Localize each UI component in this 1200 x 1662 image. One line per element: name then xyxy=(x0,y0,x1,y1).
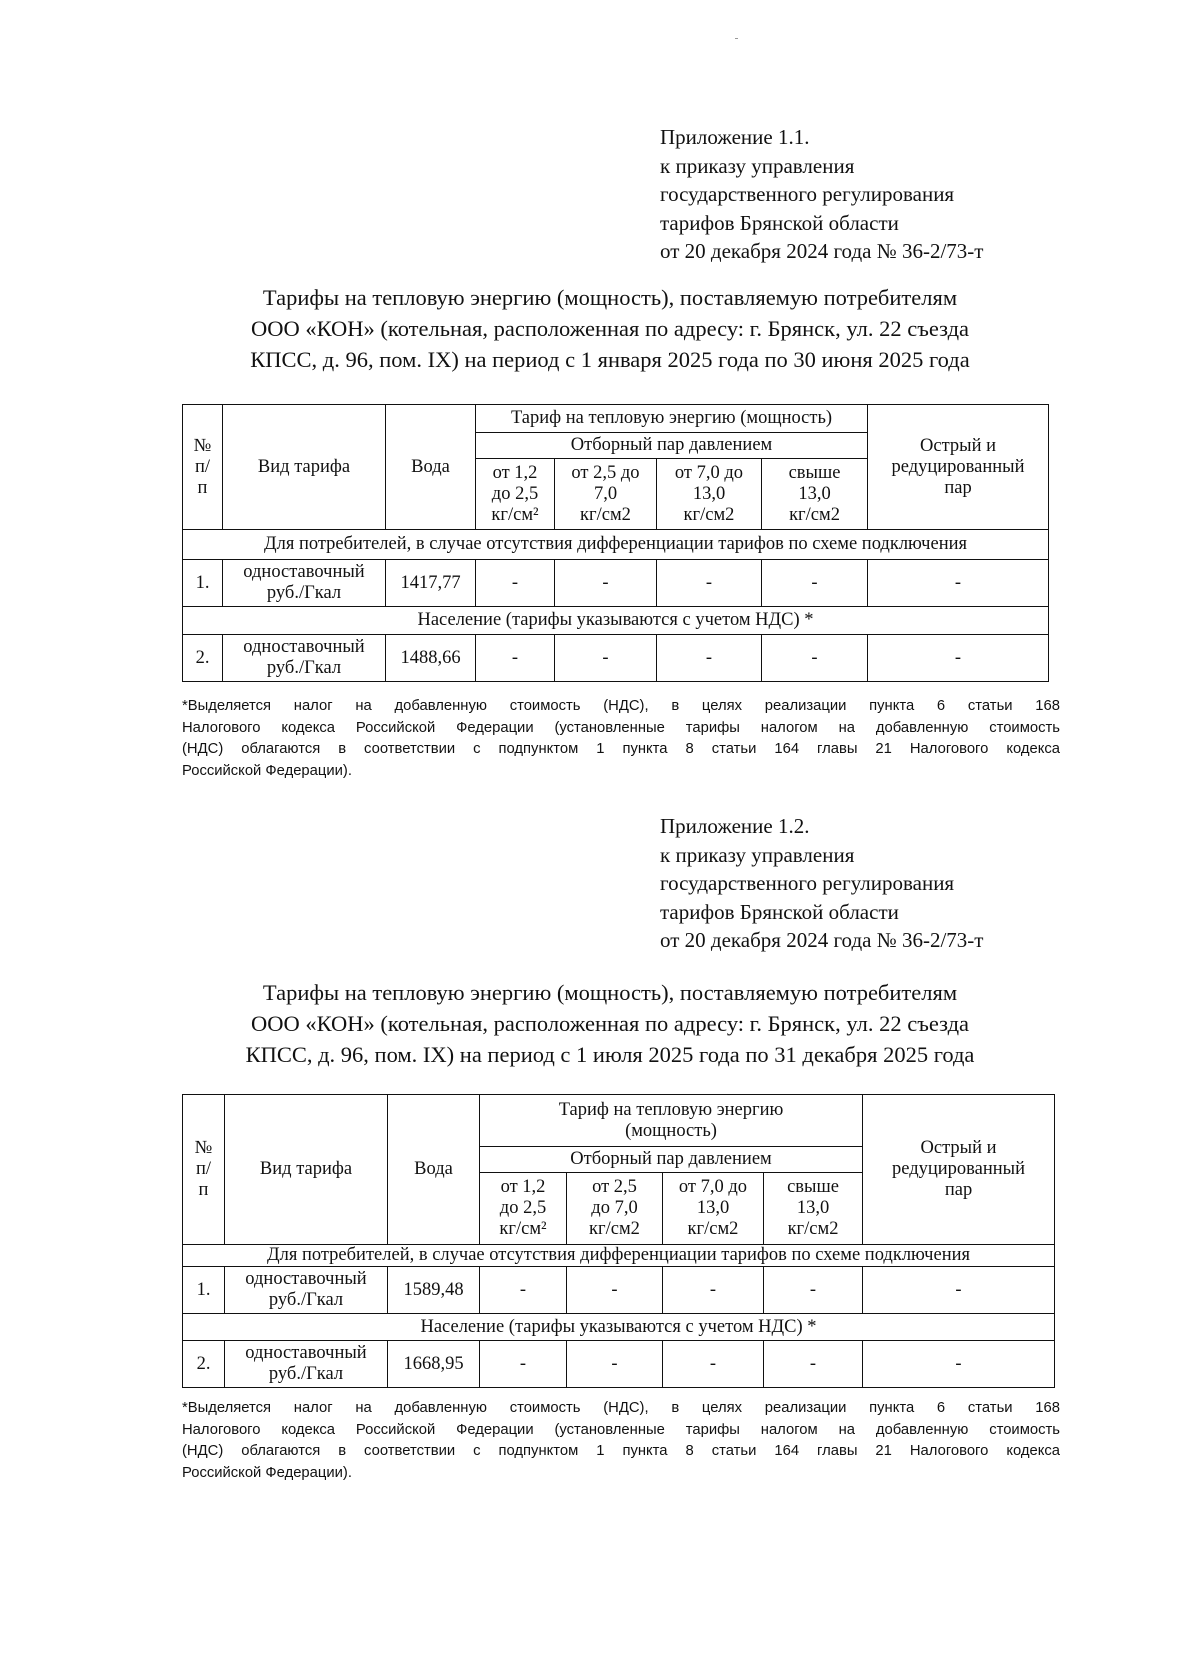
group-row-population: Население (тарифы указываются с учетом НДС) * xyxy=(183,1314,1055,1341)
header-pressure-2: от 2,5 до 7,0 кг/см2 xyxy=(567,1173,663,1245)
table-row xyxy=(183,1341,1055,1388)
row-pressure-1: - xyxy=(476,560,555,607)
annex-header xyxy=(660,812,1080,955)
annex-line: Приложение 1.2. xyxy=(660,814,810,838)
row-sharp-steam: - xyxy=(868,635,1049,682)
header-pressure-4: свыше 13,0 кг/см2 xyxy=(762,459,868,530)
row-num: 1. xyxy=(183,560,223,607)
annex-line: государственного регулирования xyxy=(660,182,955,206)
annex-line: от 20 декабря 2024 года № 36-2/73-т xyxy=(660,928,984,952)
header-pressure-2: от 2,5 до 7,0 кг/см2 xyxy=(555,459,657,530)
row-water-value: 1589,48 xyxy=(388,1267,480,1314)
annex-line: к приказу управления xyxy=(660,842,855,867)
row-sharp-steam: - xyxy=(863,1267,1055,1314)
row-pressure-2: - xyxy=(567,1267,663,1314)
row-pressure-4: - xyxy=(764,1341,863,1388)
header-tariff-group: Тариф на тепловую энергию (мощность) xyxy=(480,1095,863,1147)
annex-line: государственного регулирования xyxy=(660,871,955,895)
footnote-line: Российской Федерации). xyxy=(182,1464,352,1481)
header-water: Вода xyxy=(388,1095,480,1245)
header-pressure-1: от 1,2 до 2,5 кг/см² xyxy=(476,459,555,530)
row-tariff-kind: одноставочный руб./Гкал xyxy=(225,1341,388,1388)
header-sharp-steam: Острый и редуцированный пар xyxy=(863,1095,1055,1245)
annex-line: тарифов Брянской области xyxy=(660,899,899,924)
title-line: ООО «КОН» (котельная, расположенная по адресу: г. Брянск, ул. 22 съезда xyxy=(250,316,970,341)
header-pressure-3: от 7,0 до 13,0 кг/см2 xyxy=(663,1173,764,1245)
header-pressure-4: свыше 13,0 кг/см2 xyxy=(764,1173,863,1245)
group-row-population: Население (тарифы указываются с учетом НДС) * xyxy=(183,607,1049,635)
title-line: КПСС, д. 96, пом. IX) на период с 1 июля 2025 года по 31 декабря 2025 года xyxy=(245,1042,975,1067)
annex-line: тарифов Брянской области xyxy=(660,210,899,235)
row-pressure-4: - xyxy=(762,635,868,682)
row-pressure-3: - xyxy=(663,1341,764,1388)
footnote-line: Налогового кодекса Российской Федерации (установленные тарифы налогом на добавленную стоимость xyxy=(182,1421,1060,1438)
group-row-consumers: Для потребителей, в случае отсутствия дифференциации тарифов по схеме подключения xyxy=(183,1245,1055,1267)
row-pressure-3: - xyxy=(657,635,762,682)
header-sharp-steam: Острый и редуцированный пар xyxy=(868,405,1049,530)
footnote-line: Налогового кодекса Российской Федерации (установленные тарифы налогом на добавленную стоимость xyxy=(182,719,1060,736)
header-tariff-group: Тариф на тепловую энергию (мощность) xyxy=(476,405,868,433)
tariff-table xyxy=(182,404,1049,682)
header-pressure-1: от 1,2 до 2,5 кг/см² xyxy=(480,1173,567,1245)
title-line: ООО «КОН» (котельная, расположенная по адресу: г. Брянск, ул. 22 съезда xyxy=(250,1011,970,1036)
row-pressure-1: - xyxy=(480,1267,567,1314)
table-row xyxy=(183,635,1049,682)
row-water-value: 1488,66 xyxy=(386,635,476,682)
header-tariff-kind: Вид тарифа xyxy=(223,405,386,530)
vat-footnote xyxy=(182,696,1060,782)
annex-line: к приказу управления xyxy=(660,153,855,178)
table-row xyxy=(183,560,1049,607)
row-water-value: 1417,77 xyxy=(386,560,476,607)
document-title xyxy=(170,282,1050,375)
table-row xyxy=(183,1267,1055,1314)
header-water: Вода xyxy=(386,405,476,530)
annex-header xyxy=(660,123,1080,266)
scan-speck xyxy=(735,38,738,39)
footnote-line: (НДС) облагаются в соответствии с подпунктом 1 пункта 8 статьи 164 главы 21 Налогового кодекса xyxy=(182,741,1060,757)
row-num: 1. xyxy=(183,1267,225,1314)
header-pressure-3: от 7,0 до 13,0 кг/см2 xyxy=(657,459,762,530)
header-steam-group: Отборный пар давлением xyxy=(476,433,868,459)
annex-line: Приложение 1.1. xyxy=(660,125,810,149)
row-pressure-4: - xyxy=(764,1267,863,1314)
row-pressure-2: - xyxy=(555,560,657,607)
row-pressure-3: - xyxy=(657,560,762,607)
row-pressure-1: - xyxy=(476,635,555,682)
row-sharp-steam: - xyxy=(868,560,1049,607)
title-line: Тарифы на тепловую энергию (мощность), поставляемую потребителям xyxy=(262,285,958,310)
annex-line: от 20 декабря 2024 года № 36-2/73-т xyxy=(660,239,984,263)
row-pressure-2: - xyxy=(567,1341,663,1388)
footnote-line: *Выделяется налог на добавленную стоимость (НДС), в целях реализации пункта 6 статьи 168 xyxy=(182,698,1060,714)
row-sharp-steam: - xyxy=(863,1341,1055,1388)
row-pressure-2: - xyxy=(555,635,657,682)
row-pressure-3: - xyxy=(663,1267,764,1314)
row-tariff-kind: одноставочный руб./Гкал xyxy=(223,560,386,607)
row-num: 2. xyxy=(183,635,223,682)
header-tariff-kind: Вид тарифа xyxy=(225,1095,388,1245)
group-row-consumers: Для потребителей, в случае отсутствия дифференциации тарифов по схеме подключения xyxy=(183,530,1049,560)
title-line: Тарифы на тепловую энергию (мощность), поставляемую потребителям xyxy=(262,980,958,1005)
row-water-value: 1668,95 xyxy=(388,1341,480,1388)
footnote-line: Российской Федерации). xyxy=(182,762,352,779)
row-pressure-1: - xyxy=(480,1341,567,1388)
row-tariff-kind: одноставочный руб./Гкал xyxy=(223,635,386,682)
header-num: № п/ п xyxy=(183,405,223,530)
footnote-line: *Выделяется налог на добавленную стоимость (НДС), в целях реализации пункта 6 статьи 168 xyxy=(182,1400,1060,1416)
header-num: № п/ п xyxy=(183,1095,225,1245)
row-tariff-kind: одноставочный руб./Гкал xyxy=(225,1267,388,1314)
header-steam-group: Отборный пар давлением xyxy=(480,1147,863,1173)
row-num: 2. xyxy=(183,1341,225,1388)
footnote-line: (НДС) облагаются в соответствии с подпунктом 1 пункта 8 статьи 164 главы 21 Налогового кодекса xyxy=(182,1443,1060,1459)
row-pressure-4: - xyxy=(762,560,868,607)
vat-footnote xyxy=(182,1398,1060,1484)
tariff-table xyxy=(182,1094,1055,1388)
document-title xyxy=(170,977,1050,1070)
title-line: КПСС, д. 96, пом. IX) на период с 1 января 2025 года по 30 июня 2025 года xyxy=(250,347,970,372)
